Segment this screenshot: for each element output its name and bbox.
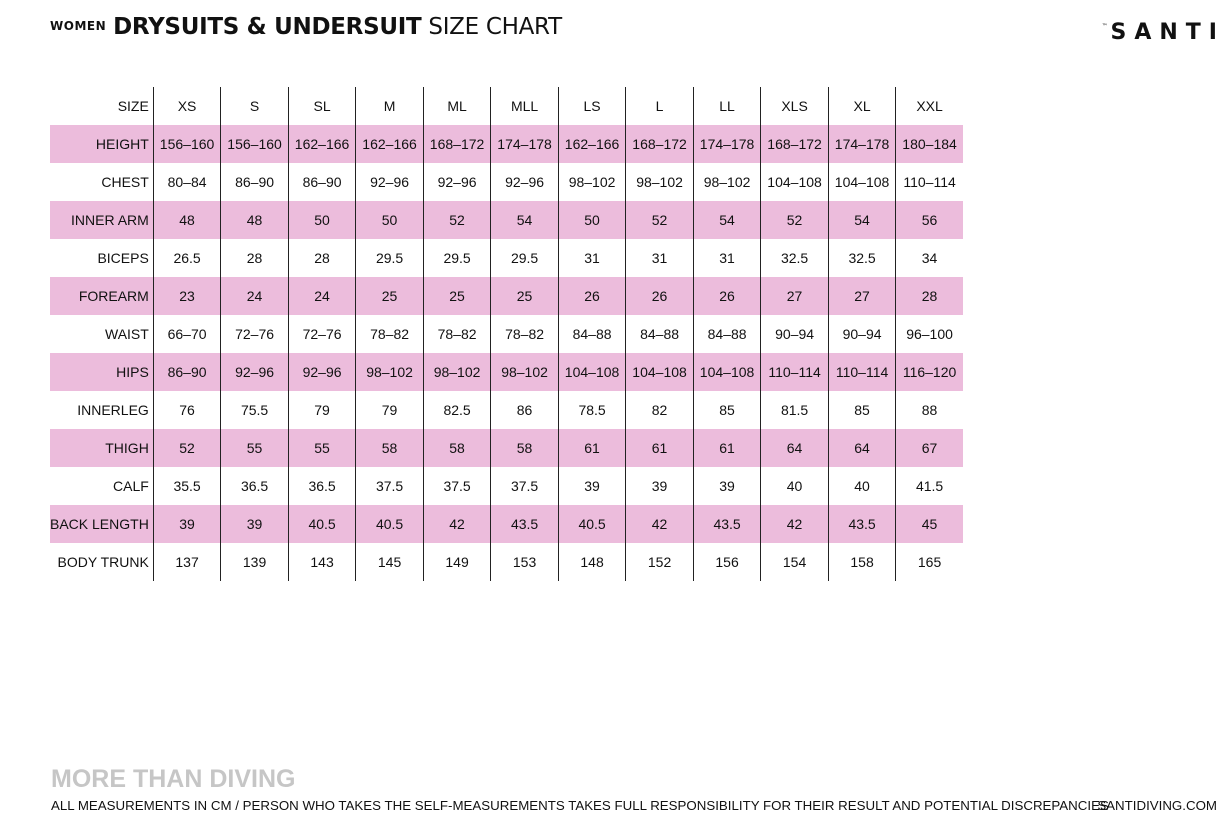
table-cell: 98–102 xyxy=(423,353,491,391)
table-cell: 104–108 xyxy=(626,353,694,391)
table-cell: 86–90 xyxy=(288,163,356,201)
table-cell: 72–76 xyxy=(221,315,289,353)
brand-wordmark: SANTI xyxy=(1110,20,1225,45)
table-cell: 81.5 xyxy=(761,391,829,429)
table-cell: 79 xyxy=(356,391,424,429)
table-row xyxy=(50,353,963,391)
table-cell: 39 xyxy=(558,467,626,505)
table-cell: 61 xyxy=(626,429,694,467)
table-cell: 92–96 xyxy=(221,353,289,391)
table-cell: 48 xyxy=(221,201,289,239)
table-cell: 158 xyxy=(828,543,896,581)
row-label: CALF xyxy=(113,478,149,494)
table-cell: 98–102 xyxy=(693,163,761,201)
table-cell: 64 xyxy=(828,429,896,467)
title-suffix: SIZE CHART xyxy=(428,14,562,40)
table-cell: 54 xyxy=(491,201,559,239)
table-cell: 67 xyxy=(896,429,963,467)
table-cell: 153 xyxy=(491,543,559,581)
table-cell: 143 xyxy=(288,543,356,581)
table-cell: 78–82 xyxy=(423,315,491,353)
table-cell: 174–178 xyxy=(828,125,896,163)
table-cell: 26 xyxy=(626,277,694,315)
brand-logo xyxy=(1101,20,1225,45)
row-label: HIPS xyxy=(50,353,153,391)
table-cell: 79 xyxy=(288,391,356,429)
table-cell: 55 xyxy=(221,429,289,467)
disclaimer-text: ALL MEASUREMENTS IN CM / PERSON WHO TAKES THE SELF-MEASUREMENTS TAKES FULL RESPONSIBILITY FOR THEIR RESULT AND POTENTIAL DISCREPANCIES xyxy=(51,798,1109,813)
table-cell: 116–120 xyxy=(896,353,963,391)
table-cell: 54 xyxy=(828,201,896,239)
table-cell: 92–96 xyxy=(491,163,559,201)
row-label: FOREARM xyxy=(50,277,153,315)
table-cell: 40.5 xyxy=(356,505,424,543)
size-header-cell: S xyxy=(221,87,289,125)
table-cell: 98–102 xyxy=(491,353,559,391)
table-cell: 31 xyxy=(693,239,761,277)
page-title xyxy=(50,14,562,48)
table-cell: 39 xyxy=(221,505,289,543)
size-header-cell: LL xyxy=(693,87,761,125)
tagline: MORE THAN DIVING xyxy=(51,765,296,793)
table-cell: 156–160 xyxy=(153,125,221,163)
table-row xyxy=(50,429,963,467)
table-row xyxy=(50,125,963,163)
table-cell: 58 xyxy=(423,429,491,467)
table-cell: 50 xyxy=(288,201,356,239)
table-row xyxy=(50,163,963,201)
table-cell: 98–102 xyxy=(558,163,626,201)
table-cell: 168–172 xyxy=(423,125,491,163)
table-cell: 52 xyxy=(626,201,694,239)
table-cell: 104–108 xyxy=(761,163,829,201)
table-cell: 64 xyxy=(761,429,829,467)
table-cell: 86–90 xyxy=(153,353,221,391)
table-cell: 50 xyxy=(356,201,424,239)
table-cell: 41.5 xyxy=(896,467,963,505)
row-label: HEIGHT xyxy=(50,125,153,163)
table-cell: 39 xyxy=(153,505,221,543)
table-row xyxy=(50,201,963,239)
table-cell: 66–70 xyxy=(153,315,221,353)
table-cell: 23 xyxy=(153,277,221,315)
table-row xyxy=(50,277,963,315)
table-cell: 98–102 xyxy=(356,353,424,391)
table-cell: 29.5 xyxy=(491,239,559,277)
table-cell: 36.5 xyxy=(221,467,289,505)
table-cell: 104–108 xyxy=(693,353,761,391)
table-cell: 32.5 xyxy=(761,239,829,277)
row-label: BICEPS xyxy=(97,250,149,266)
table-cell: 61 xyxy=(558,429,626,467)
table-cell: 86 xyxy=(491,391,559,429)
table-cell: 42 xyxy=(761,505,829,543)
table-cell: 162–166 xyxy=(558,125,626,163)
table-row xyxy=(50,315,963,353)
table-cell: 85 xyxy=(828,391,896,429)
title-main: DRYSUITS & UNDERSUIT xyxy=(113,14,422,40)
table-cell: 35.5 xyxy=(153,467,221,505)
table-cell: 40.5 xyxy=(288,505,356,543)
table-cell: 42 xyxy=(626,505,694,543)
table-cell: 42 xyxy=(423,505,491,543)
table-cell: 148 xyxy=(558,543,626,581)
table-cell: 154 xyxy=(761,543,829,581)
table-cell: 82 xyxy=(626,391,694,429)
size-header-label: SIZE xyxy=(117,98,149,114)
table-cell: 61 xyxy=(693,429,761,467)
table-cell: 82.5 xyxy=(423,391,491,429)
table-row xyxy=(50,467,963,505)
table-cell: 92–96 xyxy=(423,163,491,201)
row-label: THIGH xyxy=(50,429,153,467)
table-cell: 25 xyxy=(491,277,559,315)
size-header-cell: XXL xyxy=(896,87,963,125)
table-cell: 26.5 xyxy=(153,239,221,277)
size-header-cell: XLS xyxy=(761,87,829,125)
table-cell: 90–94 xyxy=(828,315,896,353)
table-cell: 31 xyxy=(626,239,694,277)
table-cell: 54 xyxy=(693,201,761,239)
table-cell: 48 xyxy=(153,201,221,239)
row-label: CHEST xyxy=(101,174,149,190)
table-cell: 149 xyxy=(423,543,491,581)
size-header-cell: L xyxy=(626,87,694,125)
table-cell: 27 xyxy=(761,277,829,315)
table-cell: 45 xyxy=(896,505,963,543)
table-cell: 39 xyxy=(693,467,761,505)
table-cell: 110–114 xyxy=(761,353,829,391)
table-cell: 43.5 xyxy=(693,505,761,543)
table-cell: 168–172 xyxy=(761,125,829,163)
table-cell: 139 xyxy=(221,543,289,581)
table-cell: 98–102 xyxy=(626,163,694,201)
table-cell: 28 xyxy=(221,239,289,277)
table-cell: 174–178 xyxy=(693,125,761,163)
table-cell: 156 xyxy=(693,543,761,581)
size-header-cell: M xyxy=(356,87,424,125)
table-cell: 168–172 xyxy=(626,125,694,163)
size-header-cell: LS xyxy=(558,87,626,125)
size-header-cell: SL xyxy=(288,87,356,125)
table-cell: 80–84 xyxy=(153,163,221,201)
table-cell: 72–76 xyxy=(288,315,356,353)
table-cell: 92–96 xyxy=(356,163,424,201)
row-label: INNER ARM xyxy=(50,201,153,239)
table-cell: 75.5 xyxy=(221,391,289,429)
table-cell: 76 xyxy=(153,391,221,429)
table-cell: 36.5 xyxy=(288,467,356,505)
table-cell: 29.5 xyxy=(356,239,424,277)
size-header-cell: ML xyxy=(423,87,491,125)
table-cell: 34 xyxy=(896,239,963,277)
table-cell: 84–88 xyxy=(693,315,761,353)
table-cell: 31 xyxy=(558,239,626,277)
size-chart-table xyxy=(50,87,963,581)
size-header-cell: XS xyxy=(153,87,221,125)
table-cell: 40 xyxy=(761,467,829,505)
table-cell: 25 xyxy=(356,277,424,315)
table-cell: 78–82 xyxy=(356,315,424,353)
row-label: BODY TRUNK xyxy=(57,554,149,570)
table-cell: 37.5 xyxy=(356,467,424,505)
table-cell: 145 xyxy=(356,543,424,581)
table-cell: 40 xyxy=(828,467,896,505)
table-cell: 88 xyxy=(896,391,963,429)
row-label: INNERLEG xyxy=(77,402,149,418)
table-cell: 96–100 xyxy=(896,315,963,353)
table-cell: 27 xyxy=(828,277,896,315)
table-cell: 55 xyxy=(288,429,356,467)
table-cell: 24 xyxy=(288,277,356,315)
table-cell: 50 xyxy=(558,201,626,239)
table-cell: 110–114 xyxy=(828,353,896,391)
size-header-cell: XL xyxy=(828,87,896,125)
table-cell: 90–94 xyxy=(761,315,829,353)
table-cell: 58 xyxy=(491,429,559,467)
table-cell: 43.5 xyxy=(828,505,896,543)
table-cell: 37.5 xyxy=(423,467,491,505)
table-cell: 24 xyxy=(221,277,289,315)
row-label: BACK LENGTH xyxy=(50,505,153,543)
table-cell: 26 xyxy=(558,277,626,315)
size-chart-body xyxy=(50,87,963,581)
table-cell: 84–88 xyxy=(558,315,626,353)
table-cell: 86–90 xyxy=(221,163,289,201)
table-cell: 162–166 xyxy=(288,125,356,163)
table-cell: 156–160 xyxy=(221,125,289,163)
table-cell: 26 xyxy=(693,277,761,315)
table-cell: 39 xyxy=(626,467,694,505)
table-cell: 40.5 xyxy=(558,505,626,543)
table-cell: 174–178 xyxy=(491,125,559,163)
table-cell: 52 xyxy=(423,201,491,239)
table-cell: 152 xyxy=(626,543,694,581)
table-cell: 52 xyxy=(153,429,221,467)
size-header-cell: MLL xyxy=(491,87,559,125)
table-cell: 52 xyxy=(761,201,829,239)
row-label: WAIST xyxy=(105,326,149,342)
table-cell: 56 xyxy=(896,201,963,239)
trademark-mark: ™ xyxy=(1101,23,1108,30)
table-row xyxy=(50,391,963,429)
title-prefix: WOMEN xyxy=(50,19,107,33)
table-cell: 162–166 xyxy=(356,125,424,163)
table-row xyxy=(50,543,963,581)
table-row xyxy=(50,505,963,543)
table-cell: 137 xyxy=(153,543,221,581)
table-cell: 84–88 xyxy=(626,315,694,353)
table-cell: 110–114 xyxy=(896,163,963,201)
table-cell: 25 xyxy=(423,277,491,315)
table-row xyxy=(50,239,963,277)
table-cell: 32.5 xyxy=(828,239,896,277)
table-cell: 28 xyxy=(288,239,356,277)
table-cell: 78–82 xyxy=(491,315,559,353)
table-cell: 104–108 xyxy=(828,163,896,201)
table-cell: 92–96 xyxy=(288,353,356,391)
table-cell: 165 xyxy=(896,543,963,581)
size-header-row xyxy=(50,87,963,125)
website-link[interactable]: SANTIDIVING.COM xyxy=(1097,798,1217,813)
table-cell: 180–184 xyxy=(896,125,963,163)
table-cell: 58 xyxy=(356,429,424,467)
table-cell: 28 xyxy=(896,277,963,315)
table-cell: 78.5 xyxy=(558,391,626,429)
table-cell: 43.5 xyxy=(491,505,559,543)
table-cell: 85 xyxy=(693,391,761,429)
table-cell: 104–108 xyxy=(558,353,626,391)
table-cell: 37.5 xyxy=(491,467,559,505)
table-cell: 29.5 xyxy=(423,239,491,277)
